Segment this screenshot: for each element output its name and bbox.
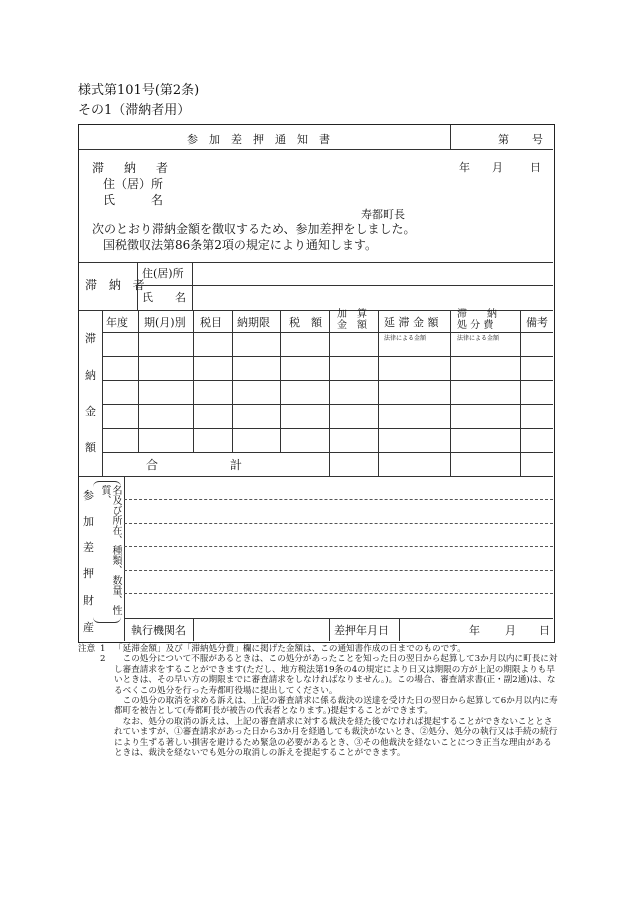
amounts-side-label-2: 納 bbox=[85, 369, 96, 382]
notes-heading: 注意 bbox=[78, 644, 96, 654]
note-item-1: 注意 1 「延滞金額」及び「滞納処分費」欄に掲げた金額は、この通知書作成の日までのものです。 bbox=[78, 644, 466, 654]
seizure-date-month: 月 bbox=[505, 624, 516, 637]
taxpayer-name-label: 氏 名 bbox=[142, 291, 186, 304]
date-day: 日 bbox=[530, 161, 541, 174]
form-variant: その1（滞納者用） bbox=[78, 103, 191, 118]
property-side-label-6: 産 bbox=[83, 621, 94, 634]
amounts-side-label-1: 滞 bbox=[85, 332, 96, 345]
property-side-label-4: 押 bbox=[83, 567, 94, 580]
agency-label: 執行機関名 bbox=[131, 624, 186, 637]
late-fee-note: 法律による金額 bbox=[384, 335, 427, 342]
amounts-side-label-3: 金 bbox=[85, 405, 96, 418]
property-detail-label: 名及び所在、種類、数量、性質、 bbox=[99, 485, 121, 615]
address-label: 住（居）所 bbox=[103, 177, 164, 191]
disposition-fee-note: 法律による金額 bbox=[457, 335, 500, 342]
date-month: 月 bbox=[492, 161, 503, 174]
col-tax-item: 税目 bbox=[200, 316, 222, 329]
amounts-side-label-4: 額 bbox=[85, 441, 96, 454]
taxpayer-address-label: 住(居)所 bbox=[142, 267, 184, 280]
notice-form bbox=[78, 124, 555, 643]
note-item-4: なお、処分の取消の訴えは、上記の審査請求に対する裁決を経た後でなければ提起することができないこととされていますが、①審査請求があった日から3か月を経過しても裁決がないとき、②処分、処分の執行又は手続の続行により生ずる著しい損害を避けるため緊急の必要があるとき、③その他裁決を経ないことにつき正当な理由があるときは、裁決を経ないでも処分の取消しの訴えを提起することができます。 bbox=[114, 716, 558, 759]
header-divider bbox=[450, 125, 451, 149]
note-item-2: 2 この処分について不服があるときは、この処分があったことを知った日の翌日から起算して3か月以内に町長に対し審査請求をすることができます(ただし、地方税法第19条の4の規定により日又は期限の方が上記の期限よりも早いときは、その早い方の期限までに審査請求をしなければなりません。)。この場合、審査請求書(正・副2通)は、なるべくこの処分を行った寿都町役場に提出してください。 bbox=[100, 654, 558, 696]
notes bbox=[78, 644, 558, 758]
addressee-label: 滞 納 者 bbox=[92, 161, 173, 175]
col-remarks: 備考 bbox=[526, 316, 548, 329]
notice-body-2: 国税徴収法第86条第2項の規定により通知します。 bbox=[103, 238, 377, 252]
name-label: 氏 名 bbox=[103, 193, 164, 207]
total-label: 合 計 bbox=[146, 458, 243, 472]
col-disposition-fee: 滞 納 処 分 費 bbox=[457, 309, 497, 331]
col-year: 年度 bbox=[106, 316, 128, 329]
col-late-fee: 延 滞 金 額 bbox=[384, 316, 439, 329]
property-side-label-3: 差 bbox=[83, 541, 94, 554]
col-period: 期(月)別 bbox=[144, 316, 186, 329]
date-year: 年 bbox=[459, 161, 470, 174]
property-side-label-2: 加 bbox=[83, 515, 94, 528]
note-item-3: この処分の取消を求める訴えは、上記の審査請求に係る裁決の送達を受けた日の翌日から起算して6か月以内に寿都町を被告として(寿都町長が被告の代表者となります。)提起することができます。 bbox=[114, 696, 558, 717]
form-title: 参加差押通知書 bbox=[187, 133, 341, 146]
taxpayer-label: 滞 納 者 bbox=[85, 278, 149, 292]
property-side-label-5: 財 bbox=[83, 594, 94, 607]
seizure-date-label: 差押年月日 bbox=[334, 624, 389, 637]
notice-body-1: 次のとおり滞納金額を徴収するため、参加差押をしました。 bbox=[92, 222, 416, 236]
col-due-date: 納期限 bbox=[237, 316, 270, 329]
seizure-date-day: 日 bbox=[539, 624, 550, 637]
form-number: 様式第101号(第2条) bbox=[78, 83, 200, 98]
property-side-label-1: 参 bbox=[83, 489, 94, 502]
col-surcharge: 加 算 金 額 bbox=[337, 309, 367, 331]
seizure-date-year: 年 bbox=[469, 624, 480, 637]
issuer: 寿都町長 bbox=[361, 208, 405, 221]
number-label: 第 bbox=[498, 133, 509, 146]
number-suffix: 号 bbox=[532, 133, 543, 146]
col-tax-amount: 税 額 bbox=[289, 316, 322, 329]
